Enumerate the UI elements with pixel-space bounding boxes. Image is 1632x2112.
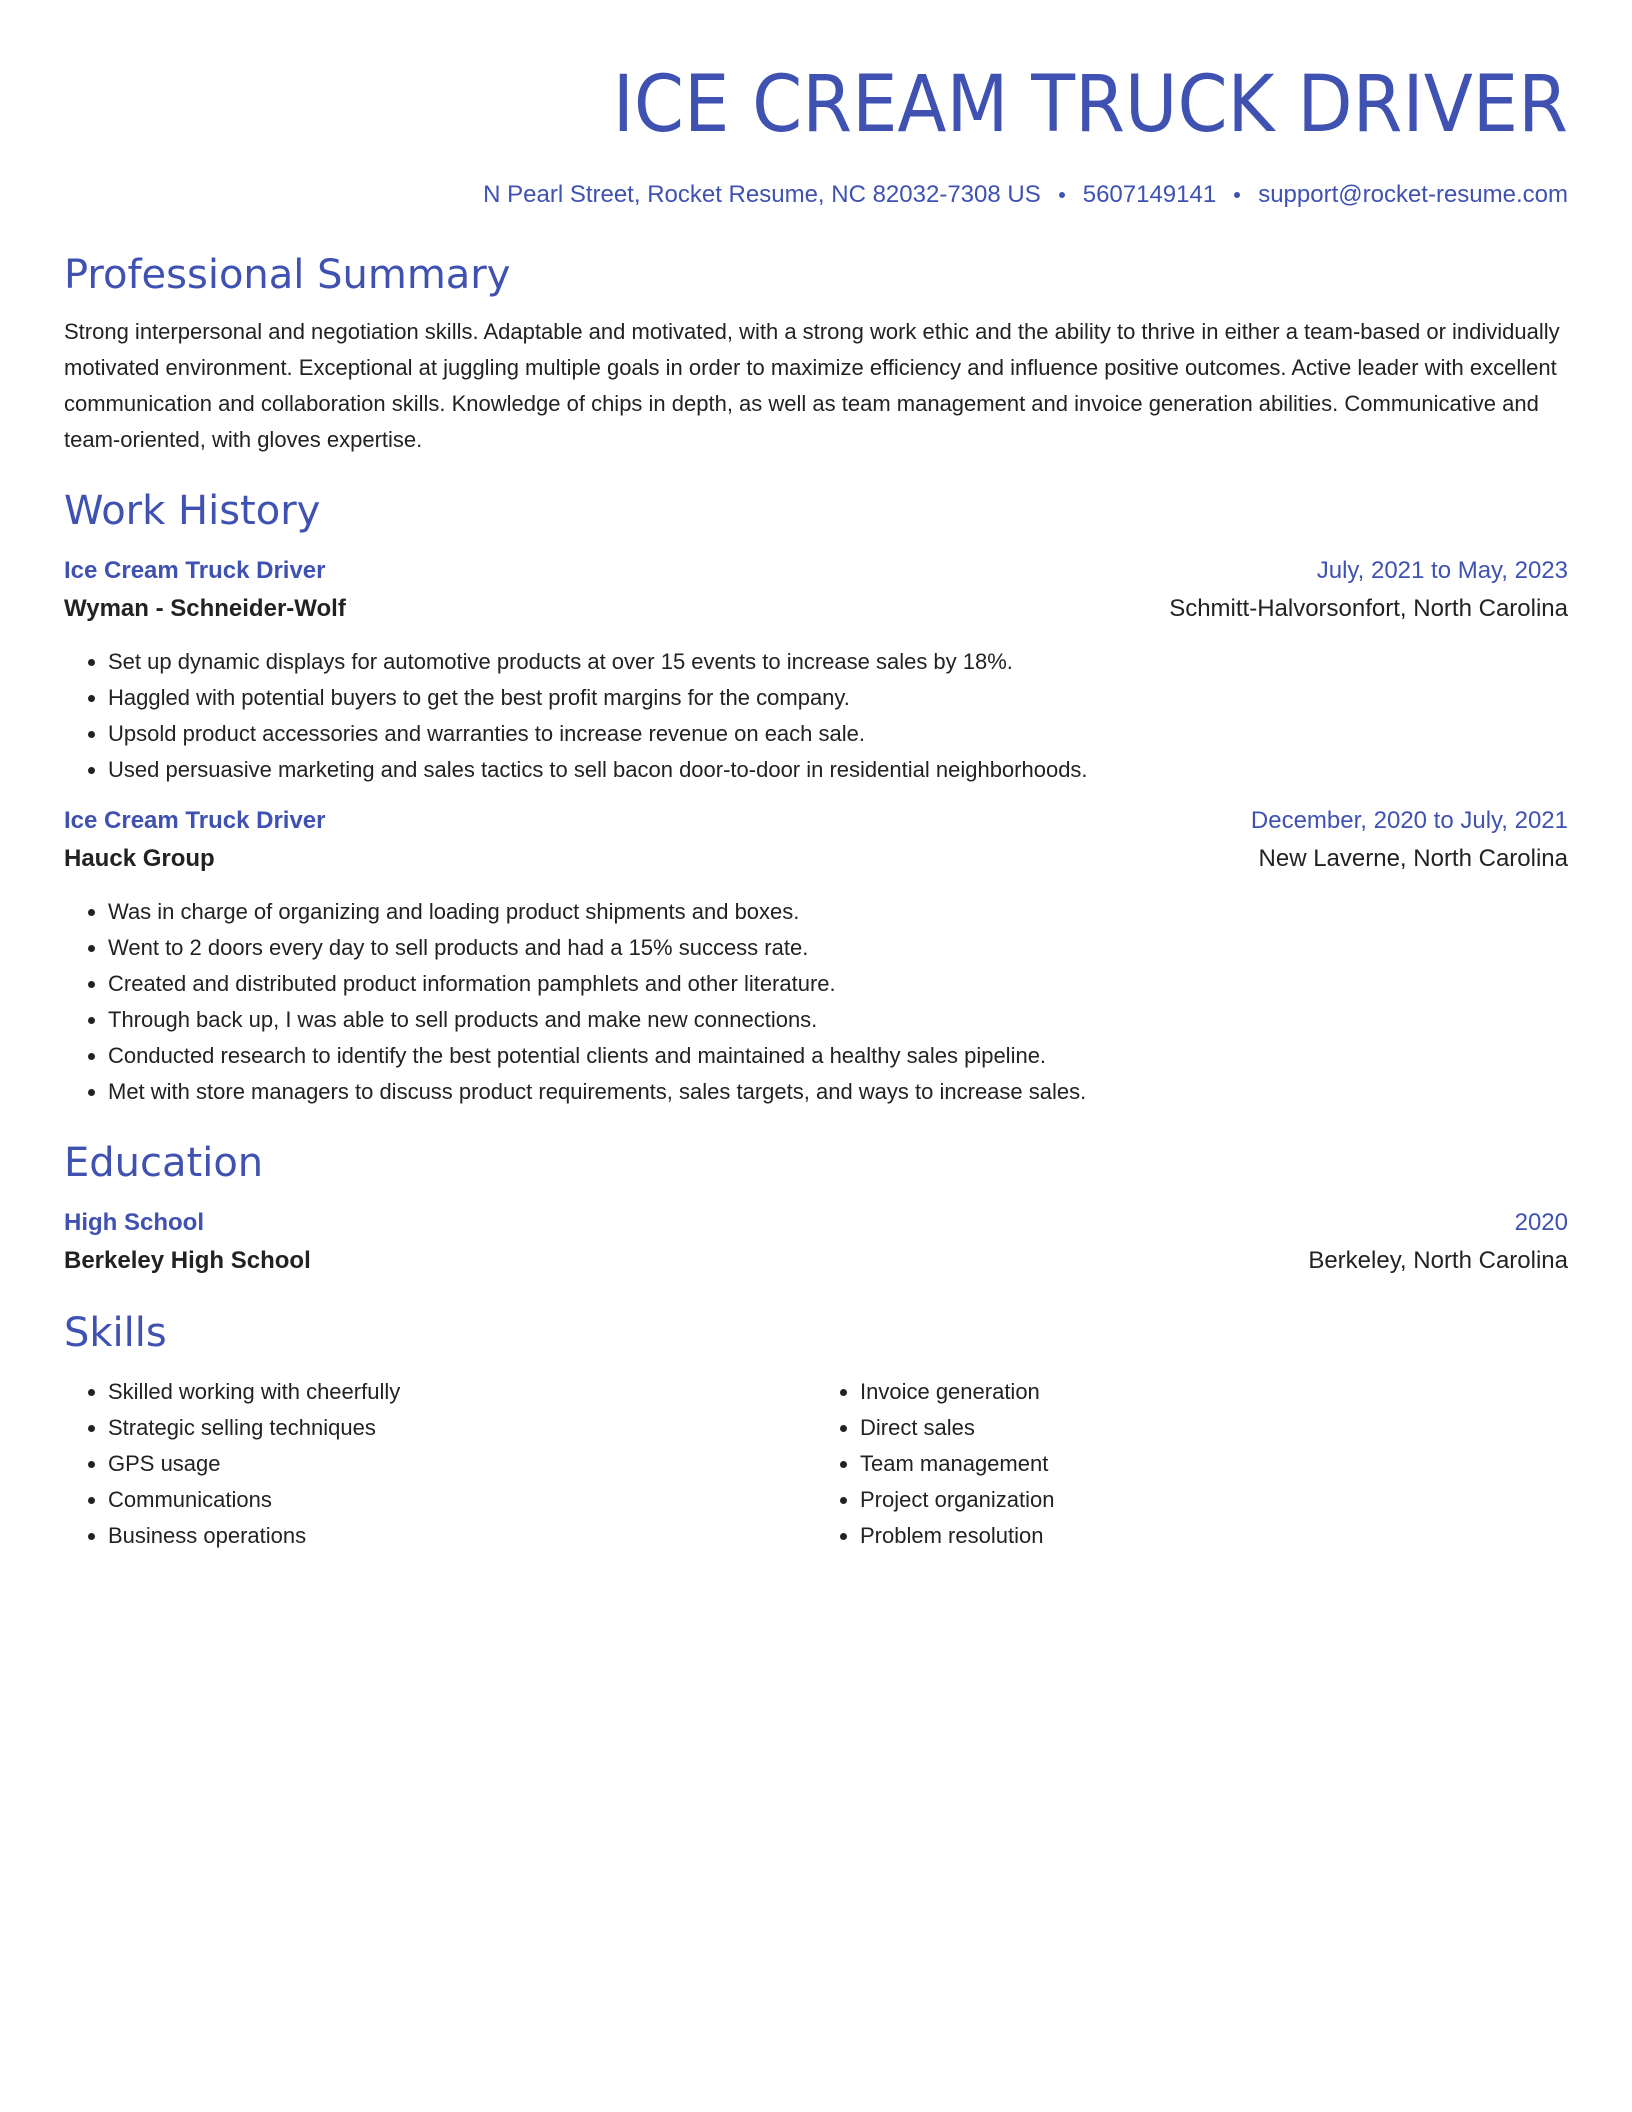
skills-heading: Skills xyxy=(64,1310,167,1356)
education-school-row xyxy=(64,1242,1568,1280)
job-dates: December, 2020 to July, 2021 xyxy=(1250,807,1568,834)
job-bullet: • Created and distributed product information pamphlets and other literature. xyxy=(108,966,1568,1002)
education-header-row xyxy=(64,1204,1568,1242)
job-bullet: • Haggled with potential buyers to get the best profit margins for the company. xyxy=(108,680,1568,716)
education-year: 2020 xyxy=(1514,1209,1568,1236)
skills-column-left xyxy=(64,1374,816,1554)
skill-item: • Invoice generation xyxy=(860,1374,1568,1410)
job-bullet: • Set up dynamic displays for automotive products at over 15 events to increase sales by 18%. xyxy=(108,644,1568,680)
skill-item: • Problem resolution xyxy=(860,1518,1568,1554)
job-company: Hauck Group xyxy=(64,845,215,872)
job-entry xyxy=(64,552,1568,788)
job-bullet: • Upsold product accessories and warranties to increase revenue on each sale. xyxy=(108,716,1568,752)
work-history-section xyxy=(64,484,1568,1110)
separator-dot xyxy=(1059,192,1065,198)
skill-item: • Business operations xyxy=(108,1518,816,1554)
job-bullet: • Through back up, I was able to sell products and make new connections. xyxy=(108,1002,1568,1038)
contact-address: N Pearl Street, Rocket Resume, NC 82032-7308 US xyxy=(483,181,1041,208)
resume-page xyxy=(64,50,1568,1554)
job-bullets xyxy=(64,894,1568,1110)
job-bullets xyxy=(64,644,1568,788)
job-title: Ice Cream Truck Driver xyxy=(64,807,326,834)
education-entry xyxy=(64,1204,1568,1280)
skill-item: • Communications xyxy=(108,1482,816,1518)
job-company-row xyxy=(64,840,1568,878)
job-header-row xyxy=(64,552,1568,590)
skill-item: • Team management xyxy=(860,1446,1568,1482)
separator-dot xyxy=(1234,192,1240,198)
job-bullet: • Was in charge of organizing and loading product shipments and boxes. xyxy=(108,894,1568,930)
skill-item: • Strategic selling techniques xyxy=(108,1410,816,1446)
summary-text: Strong interpersonal and negotiation skills. Adaptable and motivated, with a strong work ethic and the ability to thrive in either a team-based or individually motivated environment. Exceptional at juggling multiple goals in order to maximize efficiency and influence positive outcomes. Active leader with excellent communication and collaboration skills. Knowledge of chips in depth, as well as team management and invoice generation abilities. Communicative and team-oriented, with gloves expertise. xyxy=(64,319,1560,452)
job-bullet: • Met with store managers to discuss product requirements, sales targets, and ways to increase sales. xyxy=(108,1074,1568,1110)
skill-item: • Project organization xyxy=(860,1482,1568,1518)
summary-heading: Professional Summary xyxy=(64,252,511,298)
job-location: Schmitt-Halvorsonfort, North Carolina xyxy=(1169,595,1568,622)
summary-section xyxy=(64,248,1568,458)
contact-email[interactable]: support@rocket-resume.com xyxy=(1258,181,1568,208)
contact-line xyxy=(64,178,1568,212)
job-location: New Laverne, North Carolina xyxy=(1258,845,1568,872)
job-header-row xyxy=(64,802,1568,840)
skills-column-right xyxy=(816,1374,1568,1554)
job-dates: July, 2021 to May, 2023 xyxy=(1316,557,1568,584)
skills-section xyxy=(64,1306,1568,1554)
education-school: Berkeley High School xyxy=(64,1247,311,1274)
skills-grid xyxy=(64,1374,1568,1554)
contact-phone: 5607149141 xyxy=(1082,181,1217,208)
skill-item: • GPS usage xyxy=(108,1446,816,1482)
job-bullet: • Went to 2 doors every day to sell products and had a 15% success rate. xyxy=(108,930,1568,966)
job-company-row xyxy=(64,590,1568,628)
job-title: Ice Cream Truck Driver xyxy=(64,557,326,584)
education-location: Berkeley, North Carolina xyxy=(1308,1247,1568,1274)
job-entry xyxy=(64,802,1568,1110)
job-bullet: • Conducted research to identify the best potential clients and maintained a healthy sales pipeline. xyxy=(108,1038,1568,1074)
education-section xyxy=(64,1136,1568,1280)
job-bullet: • Used persuasive marketing and sales tactics to sell bacon door-to-door in residential neighborhoods. xyxy=(108,752,1568,788)
education-degree: High School xyxy=(64,1209,204,1236)
education-heading: Education xyxy=(64,1140,264,1186)
candidate-name: ICE CREAM TRUCK DRIVER xyxy=(612,60,1568,150)
skill-item: • Skilled working with cheerfully xyxy=(108,1374,816,1410)
work-history-heading: Work History xyxy=(64,488,321,534)
skill-item: • Direct sales xyxy=(860,1410,1568,1446)
job-company: Wyman - Schneider-Wolf xyxy=(64,595,346,622)
